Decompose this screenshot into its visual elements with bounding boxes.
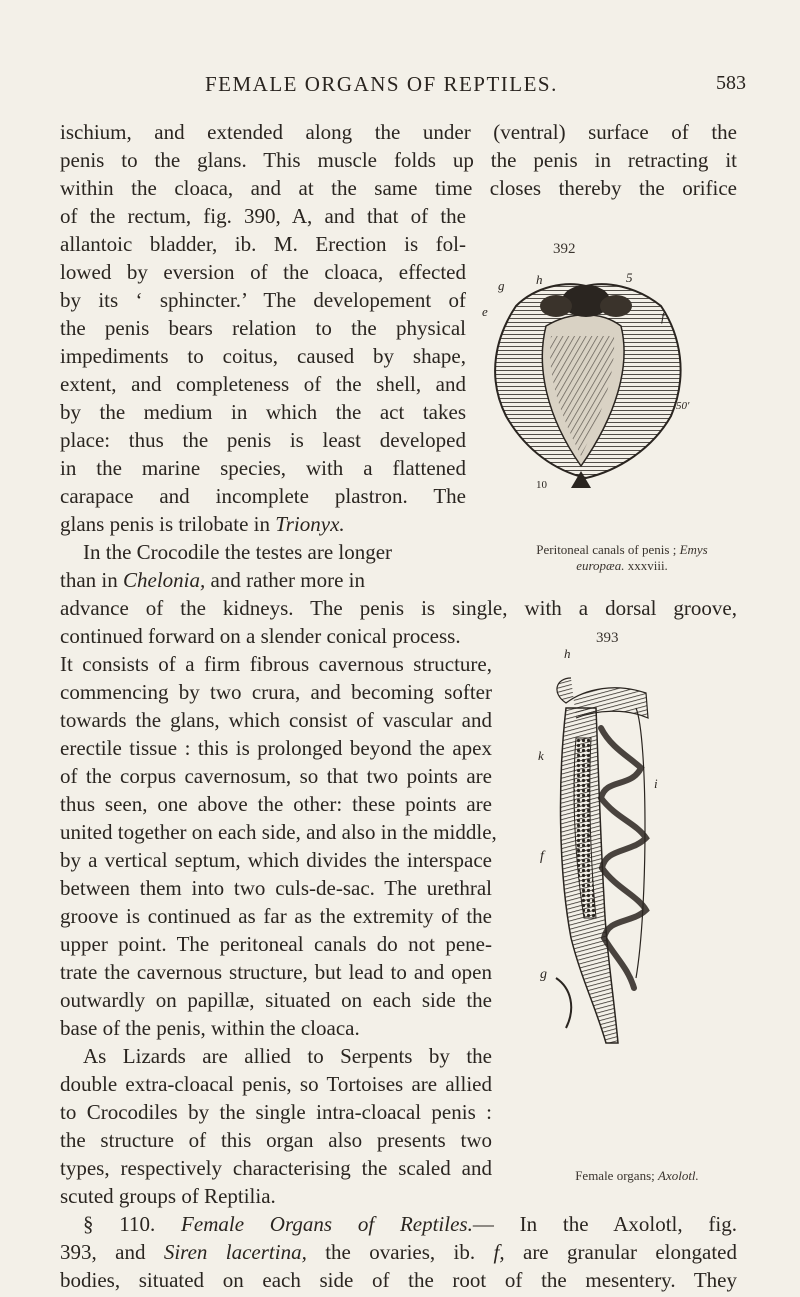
- text-line: upper point. The peritoneal canals do not pene-: [60, 932, 492, 956]
- text-line: As Lizards are allied to Serpents by the: [83, 1044, 492, 1068]
- figure-label: h: [536, 272, 543, 287]
- figure-label: f: [661, 309, 665, 324]
- text-line: to Crocodiles by the single intra-cloacal penis :: [60, 1100, 492, 1124]
- page-number: 583: [716, 72, 746, 94]
- text-line: scuted groups of Reptilia.: [60, 1184, 276, 1208]
- figure-label: h: [564, 648, 571, 661]
- text-line: thus seen, one above the other: these points are: [60, 792, 492, 816]
- text-line: between them into two culs-de-sac. The urethral: [60, 876, 492, 900]
- text-line: by a vertical septum, which divides the interspace: [60, 848, 492, 872]
- text-line: advance of the kidneys. The penis is single, with a dorsal groove,: [60, 596, 737, 620]
- caption-text: xxxviii.: [624, 558, 668, 573]
- text-line: impediments to coitus, caused by shape,: [60, 344, 466, 368]
- text-fragment: than in: [60, 568, 123, 592]
- text-line: outwardly on papillæ, situated on each side the: [60, 988, 492, 1012]
- figure-caption: [518, 1168, 756, 1184]
- text-line: base of the penis, within the cloaca.: [60, 1016, 360, 1040]
- caption-text: Peritoneal canals of penis ;: [536, 542, 680, 557]
- text-line: [60, 510, 345, 538]
- text-line: trate the cavernous structure, but lead to and open: [60, 960, 492, 984]
- text-line: the structure of this organ also presents two: [60, 1128, 492, 1152]
- text-fragment: § 110.: [83, 1212, 182, 1236]
- text-fragment: and rather more in: [205, 568, 366, 592]
- text-line: continued forward on a slender conical process.: [60, 624, 461, 648]
- text-line: towards the glans, which consist of vascular and: [60, 708, 492, 732]
- figure-393-illustration: [536, 648, 666, 1058]
- text-line: united together on each side, and also in the middle,: [60, 820, 497, 844]
- text-line: types, respectively characterising the scaled and: [60, 1156, 492, 1180]
- figure-label: g: [498, 278, 505, 293]
- figure-label: 50′: [676, 400, 690, 412]
- text-line: erectile tissue : this is prolonged beyond the apex: [60, 736, 492, 760]
- text-fragment: 393, and: [60, 1240, 164, 1264]
- text-line: of the rectum, fig. 390, A, and that of the: [60, 204, 466, 228]
- text-line: carapace and incomplete plastron. The: [60, 484, 466, 508]
- text-line: [83, 1210, 737, 1238]
- text-line: by the medium in which the act takes: [60, 400, 466, 424]
- text-line: [60, 1238, 737, 1266]
- italic-term: Trionyx.: [275, 512, 345, 536]
- text-line: [60, 566, 365, 594]
- text-line: In the Crocodile the testes are longer: [83, 540, 393, 564]
- text-line: allantoic bladder, ib. M. Erection is fol-: [60, 232, 466, 256]
- figure-label: 5: [626, 270, 633, 285]
- text-line: the penis bears relation to the physical: [60, 316, 466, 340]
- caption-text: Female organs;: [575, 1168, 658, 1183]
- figure-caption: [498, 542, 746, 574]
- figure-label: g: [540, 967, 547, 982]
- text-fragment: — In the Axolotl, fig.: [472, 1212, 737, 1236]
- italic-term: f,: [493, 1240, 505, 1264]
- figure-label: k: [538, 748, 544, 763]
- text-line: groove is continued as far as the extremity of the: [60, 904, 492, 928]
- figure-392-illustration: [476, 266, 698, 496]
- italic-term: Siren lacertina,: [163, 1240, 307, 1264]
- figure-label: i: [654, 776, 658, 791]
- italic-term: Chelonia,: [123, 568, 206, 592]
- text-line: in the marine species, with a flattened: [60, 456, 466, 480]
- running-header: [0, 72, 800, 100]
- text-fragment: the ovaries, ib.: [306, 1240, 494, 1264]
- text-line: commencing by two crura, and becoming softer: [60, 680, 492, 704]
- text-line: ischium, and extended along the under (ventral) surface of the: [60, 120, 737, 144]
- figure-label: f: [540, 849, 544, 864]
- figure-number: 392: [553, 241, 576, 257]
- text-line: lowed by eversion of the cloaca, effected: [60, 260, 466, 284]
- text-line: within the cloaca, and at the same time closes thereby the orifice: [60, 176, 737, 200]
- figure-number: 393: [596, 630, 619, 646]
- caption-italic: Axolotl.: [658, 1168, 699, 1183]
- caption-italic: europæa.: [576, 558, 625, 573]
- page-header-title: FEMALE ORGANS OF REPTILES.: [205, 72, 558, 96]
- text-line: bodies, situated on each side of the root of the mesentery. They: [60, 1268, 737, 1292]
- text-line: place: thus the penis is least developed: [60, 428, 466, 452]
- text-line: double extra-cloacal penis, so Tortoises are allied: [60, 1072, 492, 1096]
- text-line: extent, and completeness of the shell, and: [60, 372, 466, 396]
- figure-label: 10: [536, 479, 547, 491]
- text-fragment: glans penis is trilobate in: [60, 512, 276, 536]
- text-line: It consists of a firm fibrous cavernous structure,: [60, 652, 492, 676]
- text-line: of the corpus cavernosum, so that two points are: [60, 764, 492, 788]
- figure-label: e: [482, 304, 488, 319]
- section-title: Female Organs of Reptiles.: [181, 1212, 473, 1236]
- text-line: penis to the glans. This muscle folds up the penis in retracting it: [60, 148, 737, 172]
- text-fragment: are granular elongated: [504, 1240, 737, 1264]
- text-line: by its ‘ sphincter.’ The developement of: [60, 288, 466, 312]
- caption-italic: Emys: [679, 542, 708, 557]
